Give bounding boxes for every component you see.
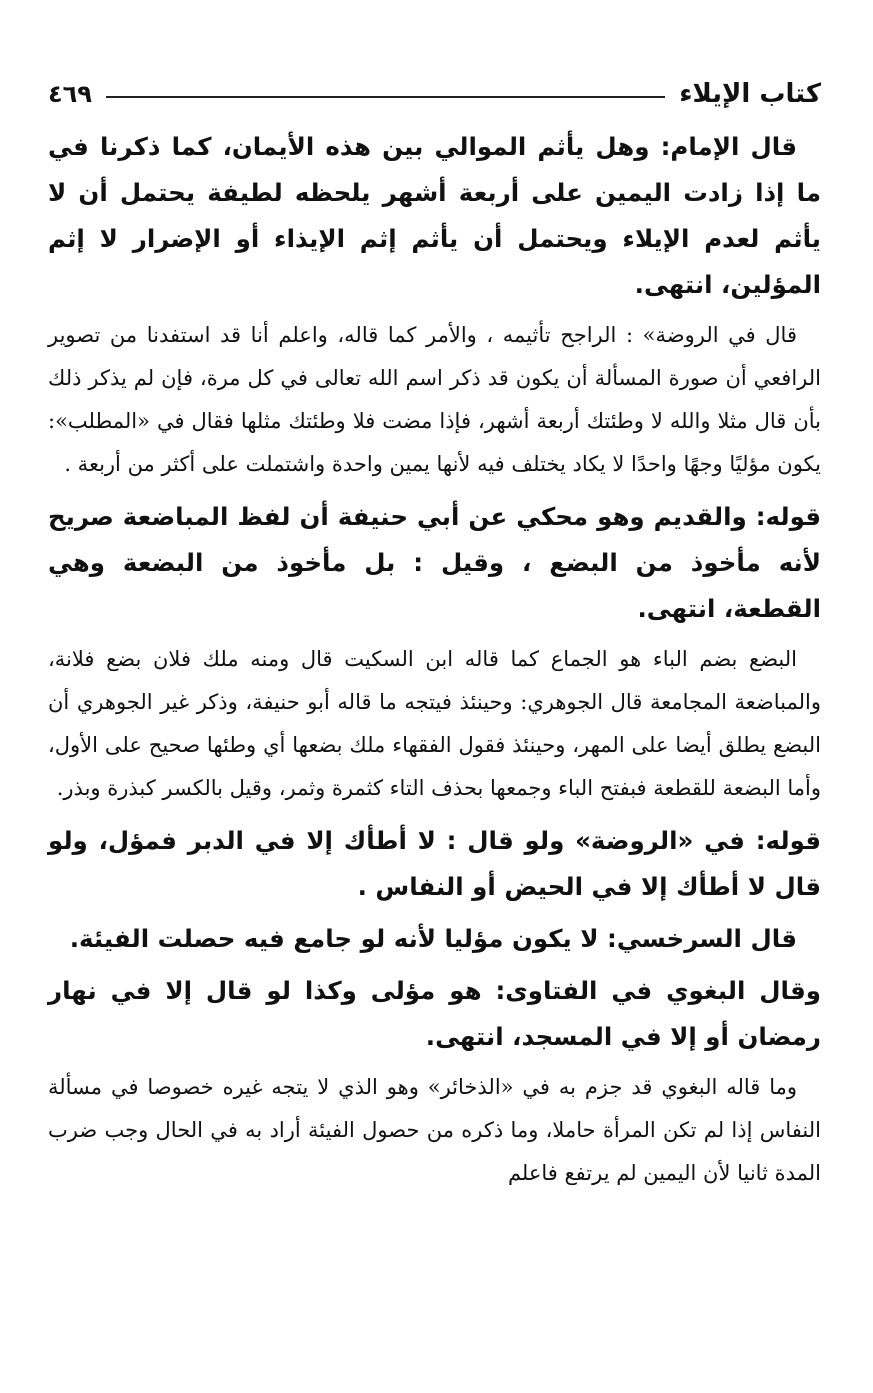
chapter-title: كتاب الإيلاء <box>679 79 821 109</box>
running-header <box>48 70 821 118</box>
header-rule <box>106 96 665 98</box>
paragraph-commentary: قال في الروضة» : الراجح تأثيمه ، والأمر كما قاله، واعلم أنا قد استفدنا من تصوير الرافعي أن صورة المسألة أن يكون قد ذكر اسم الله تعالى في كل مرة، فإن لم يذكر ذلك بأن قال مثلا والله لا وطئتك أربعة أشهر، فإذا مضت فلا وطئتك مثلها فقال في «المطلب»: يكون مؤليًا وجهًا واحدًا لا يكاد يختلف فيه لأنها يمين واحدة واشتملت على أكثر من أربعة . <box>48 323 821 476</box>
paragraph-commentary: وما قاله البغوي قد جزم به في «الذخائر» وهو الذي لا يتجه غيره خصوصا في مسألة النفاس إذا لم تكن المرأة حاملا، وما ذكره من حصول الفيئة أراد به في الحال وجب ضرب المدة ثانيا لأن اليمين لم يرتفع فاعلم <box>48 1075 821 1185</box>
page-body <box>48 124 821 1195</box>
paragraph-quote: قال الإمام: وهل يأثم الموالي بين هذه الأيمان، كما ذكرنا في ما إذا زادت اليمين على أربعة أشهر يلحظه لطيفة يحتمل أن لا يأثم لعدم الإيلاء ويحتمل أن يأثم إثم الإيذاء أو الإضرار لا إثم المؤلين، انتهى. <box>48 132 821 299</box>
paragraph-quote: قوله: والقديم وهو محكي عن أبي حنيفة أن لفظ المباضعة صريح لأنه مأخوذ من البضع ، وقيل : بل مأخوذ من البضعة وهي القطعة، انتهى. <box>48 502 821 623</box>
paragraph-commentary: البضع بضم الباء هو الجماع كما قاله ابن السكيت قال ومنه ملك فلان بضع فلانة، والمباضعة المجامعة قال الجوهري: وحينئذ فيتجه ما قاله أبو حنيفة، وذكر غير الجوهري أن البضع يطلق أيضا على المهر، وحينئذ فقول الفقهاء ملك بضعها أي وطئها صحيح على الأول، وأما البضعة للقطعة فبفتح الباء وجمعها بحذف التاء كثمرة وثمر، وقيل بالكسر كبذرة وبذر. <box>48 647 821 800</box>
page-number: ٤٦٩ <box>48 80 92 108</box>
paragraph-quote: وقال البغوي في الفتاوى: هو مؤلى وكذا لو قال إلا في نهار رمضان أو إلا في المسجد، انتهى. <box>48 976 821 1051</box>
paragraph-quote: قال السرخسي: لا يكون مؤليا لأنه لو جامع فيه حصلت الفيئة. <box>69 924 797 953</box>
paragraph-quote: قوله: في «الروضة» ولو قال : لا أطأك إلا في الدبر فمؤل، ولو قال لا أطأك إلا في الحيض أو النفاس . <box>48 826 821 901</box>
